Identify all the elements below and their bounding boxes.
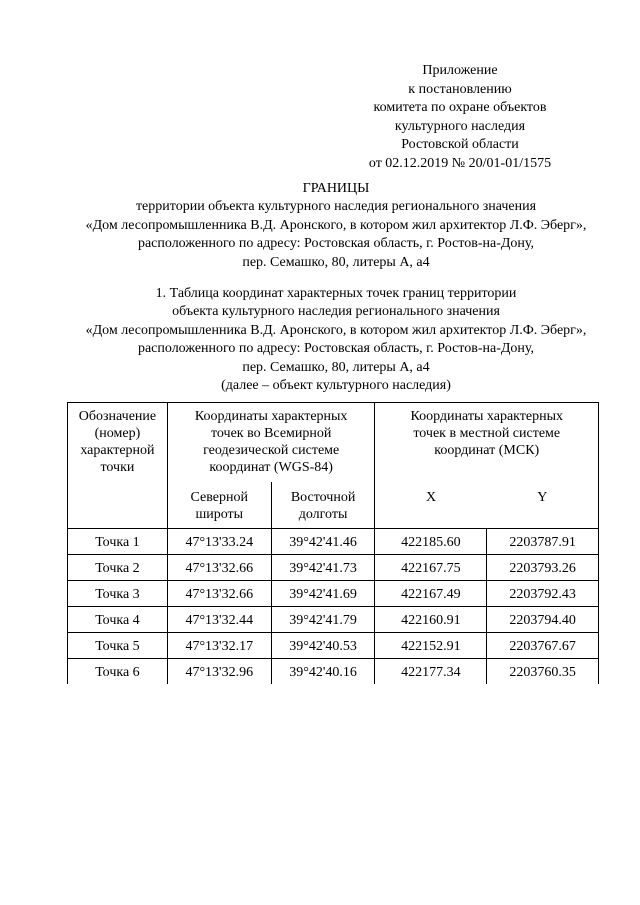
header-east-longitude [271,482,375,529]
header-text: широты [195,507,244,522]
cell-x: 422160.91 [375,607,487,633]
caption-line: (далее – объект культурного наследия) [221,378,451,394]
cell-lon: 39°42'41.69 [271,581,375,607]
header-x: X [375,482,487,529]
cell-lon: 39°42'41.46 [271,529,375,555]
header-text: геодезической системе [203,443,340,458]
header-text: Восточной [290,490,356,505]
appendix-line: Приложение [422,63,498,78]
cell-x: 422185.60 [375,529,487,555]
document-title [40,180,632,272]
table-caption [40,285,632,395]
appendix-line: Ростовской области [401,137,519,153]
table-row [68,555,599,581]
caption-line: объекта культурного наследия регионального значения [172,304,500,320]
cell-lat: 47°13'32.66 [167,581,271,607]
cell-point: Точка 3 [68,581,168,607]
table-row [68,633,599,659]
caption-line: «Дом лесопромышленника В.Д. Аронского, в котором жил архитектор Л.Ф. Эберг», [85,322,587,338]
cell-lon: 39°42'41.79 [271,607,375,633]
cell-y: 2203793.26 [487,555,599,581]
cell-x: 422177.34 [375,659,487,685]
header-text: Координаты характерных [194,409,348,424]
appendix-line: от 02.12.2019 № 20/01-01/1575 [368,155,552,171]
title-line: расположенного по адресу: Ростовская область, г. Ростов-на-Дону, [137,236,535,252]
cell-y: 2203792.43 [487,581,599,607]
cell-x: 422152.91 [375,633,487,659]
cell-lat: 47°13'33.24 [167,529,271,555]
cell-x: 422167.49 [375,581,487,607]
title-heading: ГРАНИЦЫ [302,181,370,196]
header-designation [68,403,168,529]
header-text: координат (МСК) [434,443,540,458]
header-text: Обозначение [78,409,157,424]
cell-lat: 47°13'32.44 [167,607,271,633]
header-text: Северной [190,490,248,505]
cell-point: Точка 1 [68,529,168,555]
table-row [68,607,599,633]
coordinates-table [67,402,599,684]
header-text: точек в местной системе [413,426,561,441]
table-row [68,659,599,685]
caption-line: пер. Семашко, 80, литеры А, а4 [242,359,430,375]
cell-y: 2203794.40 [487,607,599,633]
cell-y: 2203787.91 [487,529,599,555]
cell-point: Точка 5 [68,633,168,659]
header-north-latitude [167,482,271,529]
cell-lon: 39°42'40.16 [271,659,375,685]
table-row [68,581,599,607]
header-text: координат (WGS-84) [209,460,333,475]
title-line: «Дом лесопромышленника В.Д. Аронского, в котором жил архитектор Л.Ф. Эберг», [85,217,587,233]
appendix-block [320,62,600,174]
cell-lat: 47°13'32.17 [167,633,271,659]
table-row [68,529,599,555]
caption-line: 1. Таблица координат характерных точек границ территории [155,286,517,301]
header-text: долготы [298,507,348,522]
header-text: точки [100,460,135,475]
cell-point: Точка 2 [68,555,168,581]
appendix-line: культурного наследия [394,118,526,134]
header-text: характерной [80,443,155,458]
cell-lat: 47°13'32.66 [167,555,271,581]
header-text: точек во Всемирной [210,426,332,441]
header-text: (номер) [94,426,141,441]
appendix-line: комитета по охране объектов [373,100,547,116]
cell-lon: 39°42'41.73 [271,555,375,581]
header-text: Координаты характерных [410,409,563,424]
appendix-line: к постановлению [408,81,512,97]
title-line: территории объекта культурного наследия регионального значения [135,199,537,215]
cell-lat: 47°13'32.96 [167,659,271,685]
cell-point: Точка 4 [68,607,168,633]
cell-point: Точка 6 [68,659,168,685]
cell-y: 2203760.35 [487,659,599,685]
cell-x: 422167.75 [375,555,487,581]
header-y: Y [487,482,599,529]
cell-y: 2203767.67 [487,633,599,659]
cell-lon: 39°42'40.53 [271,633,375,659]
header-wgs [167,403,375,483]
title-line: пер. Семашко, 80, литеры А, а4 [242,254,430,270]
caption-line: расположенного по адресу: Ростовская область, г. Ростов-на-Дону, [137,341,535,357]
header-msk [375,403,599,483]
